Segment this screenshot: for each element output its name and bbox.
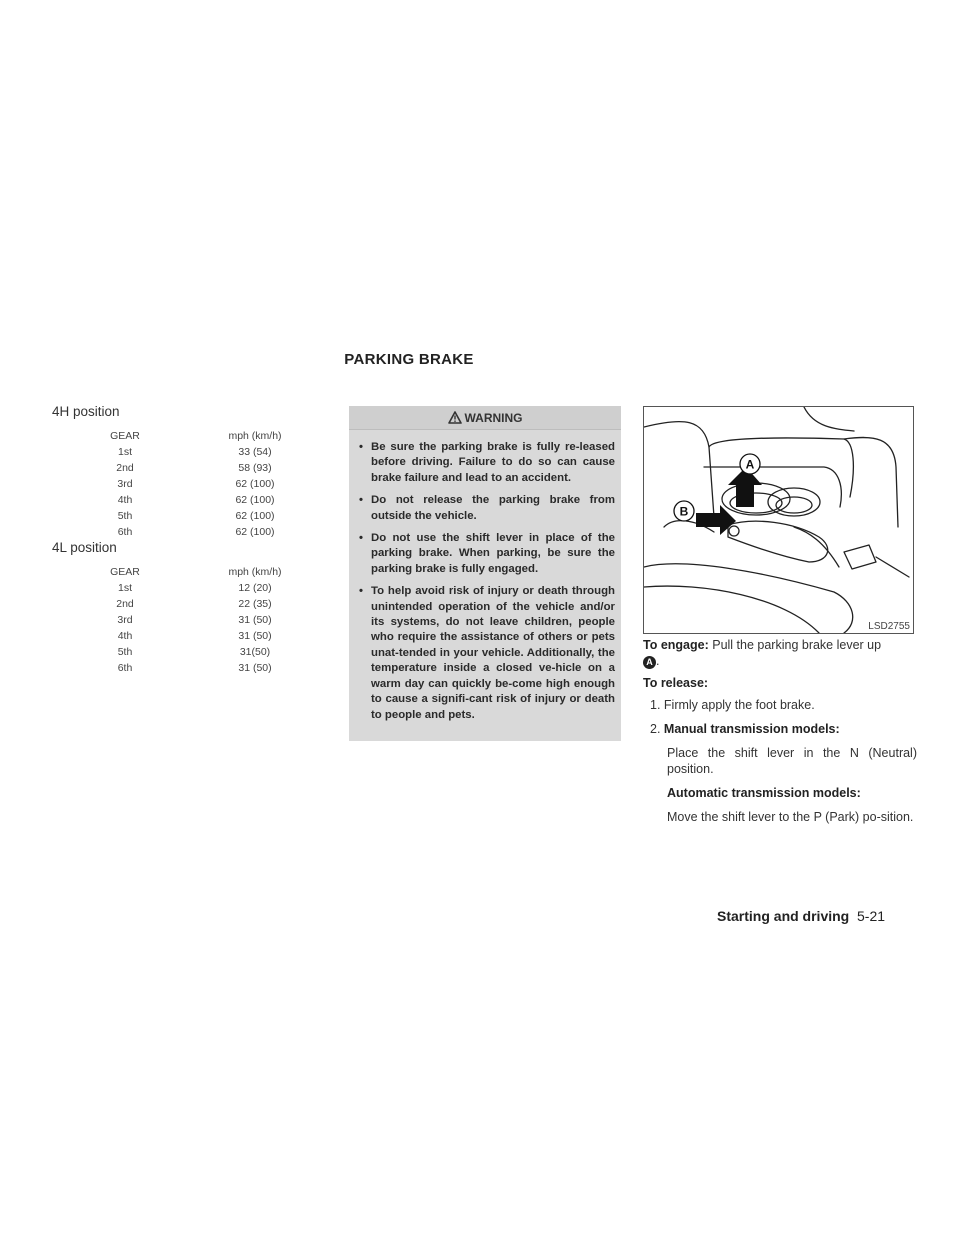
engage-paragraph xyxy=(643,637,918,669)
speed-cell: 31 (50) xyxy=(238,630,272,642)
bullet: • xyxy=(359,532,363,545)
figure-label-a: A xyxy=(745,457,755,472)
page-number: 5-21 xyxy=(857,908,886,924)
table-row xyxy=(96,628,306,644)
reference-a-badge: A xyxy=(643,656,656,669)
speed-cell: 58 (93) xyxy=(238,462,272,474)
table-row xyxy=(96,508,306,524)
parking-brake-illustration xyxy=(644,407,914,634)
warning-title: WARNING xyxy=(464,410,523,425)
bullet: • xyxy=(359,585,363,598)
table-row xyxy=(96,444,306,460)
warning-text: To help avoid risk of injury or death through unintended operation of the vehicle and/or its systems, do not leave children, people who require the assistance of others or pets unat-tended in your vehicle. Additionally, the temperature inside a closed ve-hicle on a warm day can quickly be-come high enough to cause a signifi-cant risk of injury or death to people and pets. xyxy=(371,585,615,721)
warning-item xyxy=(359,584,615,723)
table-row xyxy=(96,596,306,612)
speed-cell: 22 (35) xyxy=(238,598,272,610)
step-2-label: Manual transmission models: xyxy=(663,722,840,736)
speed-cell: 31 (50) xyxy=(238,662,272,674)
engage-label: To engage: xyxy=(643,638,709,652)
warning-text: Do not use the shift lever in place of the parking brake. When parking, be sure the parking brake is fully engaged. xyxy=(371,532,615,575)
step-2 xyxy=(650,721,840,737)
gear-cell: 3rd xyxy=(117,478,133,490)
warning-list xyxy=(349,430,621,723)
step-1-number: 1. xyxy=(650,698,661,712)
figure-code: LSD2755 xyxy=(868,621,910,632)
parking-brake-figure xyxy=(643,406,914,634)
gear-cell: 5th xyxy=(117,646,133,658)
warning-item xyxy=(359,531,615,577)
engage-end: . xyxy=(656,654,660,668)
col-speed-header: mph (km/h) xyxy=(228,430,282,442)
gear-cell: 1st xyxy=(117,582,132,594)
table-row xyxy=(96,644,306,660)
table-row xyxy=(96,476,306,492)
warning-text: Do not release the parking brake from outside the vehicle. xyxy=(371,494,615,522)
col-speed-header: mph (km/h) xyxy=(228,566,282,578)
warning-header xyxy=(349,406,621,430)
warning-box xyxy=(349,406,621,741)
gear-cell: 1st xyxy=(117,446,132,458)
table-header-row xyxy=(96,428,306,444)
gear-cell: 5th xyxy=(117,510,133,522)
step-1 xyxy=(650,697,815,713)
warning-item xyxy=(359,440,615,486)
table-row xyxy=(96,612,306,628)
speed-cell: 31 (50) xyxy=(238,614,272,626)
figure-label-b: B xyxy=(679,504,689,519)
warning-triangle-icon xyxy=(448,411,462,424)
speed-cell: 33 (54) xyxy=(238,446,272,458)
col-gear-header: GEAR xyxy=(110,566,140,578)
gear-cell: 2nd xyxy=(116,462,134,474)
table-heading-4h: 4H position xyxy=(52,404,120,419)
speed-cell: 62 (100) xyxy=(235,526,275,538)
table-row xyxy=(96,492,306,508)
page-footer xyxy=(717,908,885,924)
table-header-row xyxy=(96,564,306,580)
bullet: • xyxy=(359,441,363,453)
gear-cell: 6th xyxy=(117,662,133,674)
table-row xyxy=(96,460,306,476)
speed-cell: 62 (100) xyxy=(235,510,275,522)
speed-table-4l xyxy=(96,564,306,676)
speed-cell: 62 (100) xyxy=(235,494,275,506)
speed-table-4h xyxy=(96,428,306,540)
step-2-text: Place the shift lever in the N (Neutral) position. xyxy=(667,746,917,776)
gear-cell: 2nd xyxy=(116,598,134,610)
bullet: • xyxy=(359,494,363,507)
table-row xyxy=(96,524,306,540)
table-row xyxy=(96,660,306,676)
step-1-text: Firmly apply the foot brake. xyxy=(663,698,815,712)
release-label: To release: xyxy=(643,676,709,690)
speed-cell: 12 (20) xyxy=(238,582,272,594)
speed-cell: 31(50) xyxy=(239,646,271,658)
auto-text: Move the shift lever to the P (Park) po-sition. xyxy=(667,810,914,824)
warning-item xyxy=(359,493,615,524)
step-2-number: 2. xyxy=(650,722,661,736)
gear-cell: 3rd xyxy=(117,614,133,626)
warning-text: Be sure the parking brake is fully re-leased before driving. Failure to do so can cause brake failure and lead to an accident. xyxy=(371,441,615,484)
section-title: PARKING BRAKE xyxy=(344,351,474,368)
gear-cell: 4th xyxy=(117,494,133,506)
engage-text: Pull the parking brake lever up xyxy=(712,638,882,652)
speed-cell: 62 (100) xyxy=(235,478,275,490)
table-heading-4l: 4L position xyxy=(52,540,117,555)
gear-cell: 4th xyxy=(117,630,133,642)
col-gear-header: GEAR xyxy=(110,430,140,442)
auto-label: Automatic transmission models: xyxy=(667,786,861,800)
table-row xyxy=(96,580,306,596)
chapter-title: Starting and driving xyxy=(717,908,850,924)
gear-cell: 6th xyxy=(117,526,133,538)
